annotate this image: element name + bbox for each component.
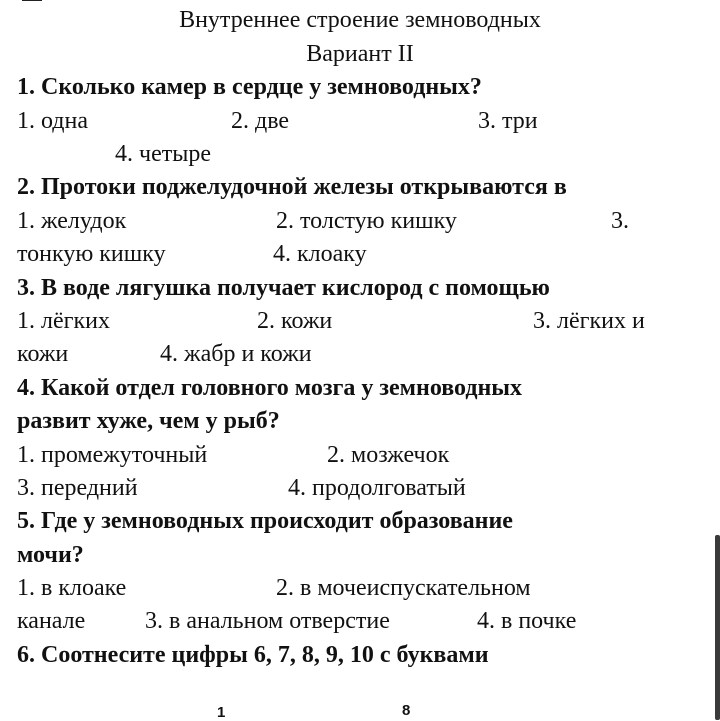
- q1-option-3: 3. три: [478, 108, 538, 134]
- q4-option-2: 2. мозжечок: [327, 442, 450, 468]
- q4-option-3: 3. передний: [17, 475, 138, 501]
- doc-title: Внутреннее строение земноводных: [179, 7, 541, 33]
- question-4-line1: 4. Какой отдел головного мозга у земноводных: [17, 375, 523, 401]
- figure-number-8: 8: [402, 702, 411, 719]
- q2-option-3-text: тонкую кишку: [17, 241, 166, 267]
- q1-option-2: 2. две: [231, 108, 290, 134]
- q5-option-3: 3. в анальном отверстие: [145, 608, 390, 634]
- q3-option-4: 4. жабр и кожи: [160, 341, 312, 367]
- question-3: 3. В воде лягушка получает кислород с помощью: [17, 275, 550, 301]
- q5-option-2-part1: 2. в мочеиспускательном: [276, 575, 531, 601]
- q1-option-4: 4. четыре: [115, 141, 211, 167]
- q5-option-1: 1. в клоаке: [17, 575, 127, 601]
- q4-option-4: 4. продолговатый: [288, 475, 466, 501]
- q4-option-1: 1. промежуточный: [17, 442, 208, 468]
- question-1: 1. Сколько камер в сердце у земноводных?: [17, 74, 482, 100]
- q3-option-3-part2: кожи: [17, 341, 69, 367]
- question-5-line2: мочи?: [17, 542, 84, 568]
- q2-option-3-number: 3.: [611, 208, 629, 234]
- q3-option-3-part1: 3. лёгких и: [533, 308, 645, 334]
- q5-option-2-part2: канале: [17, 608, 86, 634]
- variant-label: Вариант II: [306, 41, 414, 67]
- scrollbar-thumb[interactable]: [715, 535, 720, 720]
- q2-option-4: 4. клоаку: [273, 241, 367, 267]
- question-4-line2: развит хуже, чем у рыб?: [17, 408, 280, 434]
- q1-option-1: 1. одна: [17, 108, 89, 134]
- q2-option-2: 2. толстую кишку: [276, 208, 457, 234]
- question-2: 2. Протоки поджелудочной железы открываются в: [17, 174, 567, 200]
- figure-number-1: 1: [217, 704, 226, 721]
- q3-option-1: 1. лёгких: [17, 308, 110, 334]
- cropped-top-mark: [22, 0, 42, 1]
- q2-option-1: 1. желудок: [17, 208, 127, 234]
- q3-option-2: 2. кожи: [257, 308, 333, 334]
- question-5-line1: 5. Где у земноводных происходит образование: [17, 508, 513, 534]
- question-6: 6. Соотнесите цифры 6, 7, 8, 9, 10 с буквами: [17, 642, 489, 668]
- q5-option-4: 4. в почке: [477, 608, 577, 634]
